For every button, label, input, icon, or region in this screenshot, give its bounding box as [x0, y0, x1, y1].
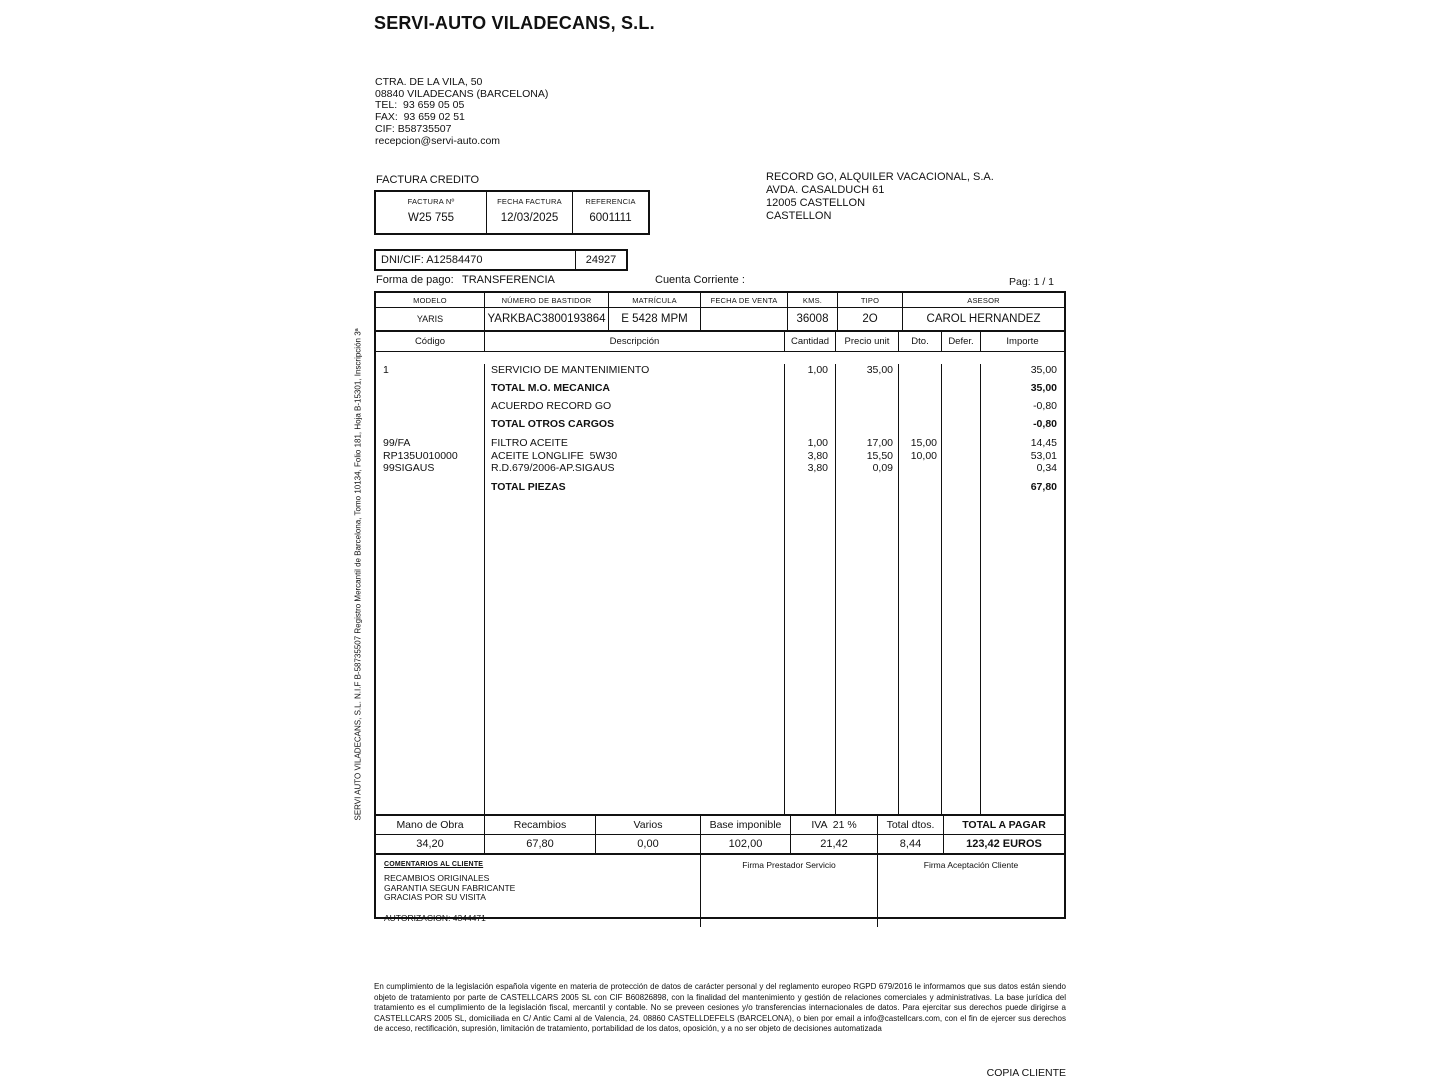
item-quantity — [784, 400, 835, 413]
invoice-number-label: FACTURA Nº — [407, 197, 455, 206]
address-line: 08840 VILADECANS (BARCELONA) — [375, 87, 549, 100]
items-header-precio: Precio unit — [835, 332, 898, 351]
customer-street: AVDA. CASALDUCH 61 — [766, 184, 885, 196]
signature-provider-cell: Firma Prestador Servicio — [700, 855, 877, 927]
vehicle-vin-value: YARKBAC3800193864 — [484, 308, 608, 330]
item-unit-price: 17,00 — [866, 437, 893, 449]
vehicle-model-value: YARIS — [416, 314, 444, 324]
vehicle-values-row — [376, 308, 1064, 332]
column-divider — [898, 364, 899, 814]
item-defer — [941, 364, 980, 377]
totals-header-recambios: Recambios — [484, 816, 595, 834]
page-indicator: Pag: 1 / 1 — [1009, 276, 1054, 288]
vehicle-sale-date-value — [700, 308, 787, 330]
item-code — [376, 382, 484, 395]
customer-code-value: 24927 — [575, 251, 626, 269]
subtotal-amount: -0,80 — [1033, 417, 1057, 430]
company-address-block — [375, 77, 548, 147]
vehicle-header-tipo: TIPO — [837, 293, 902, 307]
item-code: RP135U010000 — [383, 449, 458, 462]
subtotal-amount: 35,00 — [1030, 381, 1057, 394]
address-line: CTRA. DE LA VILA, 50 — [375, 76, 483, 88]
item-row — [376, 437, 1064, 450]
column-divider — [484, 364, 485, 814]
invoice-reference-cell — [572, 192, 648, 233]
invoice-date-label: FECHA FACTURA — [497, 197, 562, 206]
item-defer — [941, 437, 980, 450]
invoice-date-cell — [486, 192, 572, 233]
item-quantity: 3,80 — [807, 449, 828, 462]
address-line: TEL: 93 659 05 05 — [375, 99, 465, 112]
item-discount — [898, 364, 941, 377]
item-quantity: 1,00 — [807, 437, 828, 449]
vehicle-header-matricula: MATRÍCULA — [608, 293, 700, 307]
item-quantity — [784, 418, 835, 431]
item-discount: 10,00 — [910, 449, 937, 462]
company-email: recepcion@servi-auto.com — [375, 134, 501, 147]
column-divider — [835, 364, 836, 814]
total-a-pagar-value: 123,42 EUROS — [943, 835, 1064, 853]
invoice-date-value: 12/03/2025 — [500, 212, 559, 224]
customer-name: RECORD GO, ALQUILER VACACIONAL, S.A. — [766, 171, 994, 183]
dni-cif-box — [374, 249, 628, 271]
item-description: ACEITE LONGLIFE 5W30 — [491, 449, 618, 462]
item-unit-price — [835, 418, 898, 431]
customer-province: CASTELLON — [766, 210, 832, 222]
vehicle-header-kms: KMS. — [787, 293, 837, 307]
copy-type-label: COPIA CLIENTE — [986, 1067, 1066, 1079]
payment-row — [376, 274, 1066, 288]
item-code — [376, 481, 484, 494]
invoice-reference-label: REFERENCIA — [585, 197, 636, 206]
customer-address-block — [766, 171, 994, 223]
item-amount: 14,45 — [1030, 437, 1057, 449]
items-body — [376, 364, 1064, 816]
item-discount — [898, 418, 941, 431]
column-divider — [980, 364, 981, 814]
company-name: SERVI-AUTO VILADECANS, S.L. — [374, 13, 655, 33]
item-description: R.D.679/2006-AP.SIGAUS — [491, 462, 615, 474]
item-discount — [898, 462, 941, 475]
subtotal-row-mo-mecanica — [376, 382, 1064, 395]
item-defer — [941, 400, 980, 413]
vehicle-advisor-value: CAROL HERNANDEZ — [902, 308, 1064, 330]
item-row — [376, 450, 1064, 463]
items-header-row — [376, 332, 1064, 352]
item-quantity: 3,80 — [807, 462, 828, 474]
totals-header-base-imponible: Base imponible — [700, 816, 790, 834]
item-discount — [898, 400, 941, 413]
item-defer — [941, 462, 980, 475]
totals-mano-de-obra-value: 34,20 — [416, 838, 444, 850]
item-amount: 53,01 — [1030, 449, 1057, 462]
item-unit-price: 15,50 — [866, 449, 893, 462]
payment-method-label: Forma de pago: — [376, 274, 454, 286]
vehicle-header-fecha-venta: FECHA DE VENTA — [700, 293, 787, 307]
vehicle-type-value: 2O — [837, 308, 902, 330]
item-code: 1 — [383, 364, 389, 376]
invoice-header-table — [374, 190, 650, 235]
comments-title: COMENTARIOS AL CLIENTE — [384, 861, 484, 868]
item-description: ACUERDO RECORD GO — [491, 400, 612, 412]
totals-header-mano-de-obra: Mano de Obra — [396, 819, 464, 831]
item-quantity — [784, 481, 835, 494]
item-amount: -0,80 — [1033, 400, 1057, 412]
item-description: FILTRO ACEITE — [491, 437, 568, 449]
totals-values-row — [376, 835, 1064, 855]
items-header-cantidad: Cantidad — [784, 332, 835, 351]
item-amount: 0,34 — [1036, 462, 1057, 474]
item-code: 99SIGAUS — [383, 462, 435, 474]
totals-iva-value: 21,42 — [790, 835, 877, 853]
vehicle-header-bastidor: NÚMERO DE BASTIDOR — [484, 293, 608, 307]
authorization-number: AUTORIZACION: 4344471 — [384, 912, 486, 923]
totals-header-total-dtos: Total dtos. — [877, 816, 943, 834]
items-header-importe: Importe — [980, 332, 1064, 351]
totals-varios-value: 0,00 — [595, 835, 700, 853]
document-type-label: FACTURA CREDITO — [376, 174, 480, 186]
item-row — [376, 462, 1064, 475]
signature-client-cell: Firma Aceptación Cliente — [877, 855, 1064, 927]
item-defer — [941, 382, 980, 395]
subtotal-label: TOTAL PIEZAS — [491, 480, 566, 493]
item-code — [376, 418, 484, 431]
invoice-number-cell — [376, 192, 486, 233]
item-amount: 35,00 — [1030, 364, 1057, 376]
dni-cif-value: DNI/CIF: A12584470 — [381, 254, 483, 266]
item-unit-price — [835, 400, 898, 413]
comment-line: GRACIAS POR SU VISITA — [384, 892, 486, 902]
item-description: SERVICIO DE MANTENIMIENTO — [491, 364, 650, 376]
subtotal-amount: 67,80 — [1030, 480, 1057, 493]
invoice-reference-value: 6001111 — [589, 212, 632, 224]
totals-header-iva: IVA 21 % — [790, 816, 877, 834]
subtotal-label: TOTAL OTROS CARGOS — [491, 417, 615, 430]
items-header-codigo: Código — [414, 336, 446, 347]
totals-header-row — [376, 816, 1064, 835]
items-header-descripcion: Descripción — [484, 332, 784, 351]
vehicle-plate-value: E 5428 MPM — [608, 308, 700, 330]
comment-line: RECAMBIOS ORIGINALES — [384, 873, 490, 883]
address-line: CIF: B58735507 — [375, 122, 452, 135]
totals-base-imponible-value: 102,00 — [700, 835, 790, 853]
bank-account-label: Cuenta Corriente : — [655, 274, 745, 286]
customer-postal-city: 12005 CASTELLON — [766, 197, 866, 209]
items-header-dto: Dto. — [898, 332, 941, 351]
customer-comments-cell — [376, 855, 700, 927]
invoice-main-table — [374, 291, 1066, 923]
item-unit-price — [835, 481, 898, 494]
invoice-number-value: W25 755 — [407, 212, 455, 224]
item-discount: 15,00 — [910, 437, 937, 449]
vehicle-kms-value: 36008 — [787, 308, 837, 330]
item-code — [376, 400, 484, 413]
comments-signatures-row — [376, 855, 1064, 923]
item-unit-price: 0,09 — [872, 462, 893, 474]
item-unit-price: 35,00 — [866, 364, 893, 376]
totals-header-total-a-pagar: TOTAL A PAGAR — [943, 816, 1064, 834]
address-line: FAX: 93 659 02 51 — [375, 111, 465, 124]
item-row — [376, 364, 1064, 377]
item-defer — [941, 481, 980, 494]
payment-method-value: TRANSFERENCIA — [462, 274, 555, 286]
totals-recambios-value: 67,80 — [484, 835, 595, 853]
subtotal-label: TOTAL M.O. MECANICA — [491, 381, 610, 394]
item-quantity — [784, 382, 835, 395]
column-divider — [941, 364, 942, 814]
item-code: 99/FA — [383, 437, 411, 449]
item-quantity: 1,00 — [807, 364, 828, 376]
totals-total-dtos-value: 8,44 — [877, 835, 943, 853]
item-discount — [898, 481, 941, 494]
subtotal-row-otros-cargos — [376, 418, 1064, 431]
totals-header-varios: Varios — [595, 816, 700, 834]
vehicle-header-row — [376, 293, 1064, 308]
comment-line: GARANTIA SEGUN FABRICANTE — [384, 882, 516, 893]
item-row — [376, 400, 1064, 413]
company-registry-vertical-text: SERVI AUTO VILADECANS, S.L. N.I.F B-58735507 Registro Mercantil de Barcelona, Tomo 10134, Folio 181, Hoja B-15301, Inscripción 3ª — [353, 328, 363, 821]
vehicle-header-asesor: ASESOR — [902, 293, 1064, 307]
item-defer — [941, 418, 980, 431]
item-discount — [898, 382, 941, 395]
vehicle-header-modelo: MODELO — [413, 295, 447, 305]
data-protection-legal-text: En cumplimiento de la legislación española vigente en materia de protección de datos de carácter personal y del reglamento europeo RGPD 679/2016 le informamos que sus datos están siendo objeto de tratamiento por parte de CASTELLCARS 2005 SL con CIF B60826898, con la finalidad del mantenimiento y gestión de relaciones comerciales y administrativas. La base jurídica del tratamiento es el cumplimiento de la legislación fiscal, mercantil y contable. No se preveen cesiones y/o transferencias internacionales de datos. Para ejercitar sus derechos puede dirigirse a CASTELLCARS 2005 SL, domiciliada en C/ Antic Cami al de Valencia, 24. 08860 CASTELLDEFELS (BARCELONA), o bien por email a info@castellcars.com, con el fin de ejercer sus derechos de acceso, rectificación, supresión, limitación de tratamiento, portabilidad de los datos, oposición, y a no ser objeto de decisiones automatizada — [374, 982, 1066, 1034]
item-unit-price — [835, 382, 898, 395]
column-divider — [784, 364, 785, 814]
item-defer — [941, 450, 980, 463]
subtotal-row-piezas — [376, 481, 1064, 494]
items-header-defer: Defer. — [941, 332, 980, 351]
